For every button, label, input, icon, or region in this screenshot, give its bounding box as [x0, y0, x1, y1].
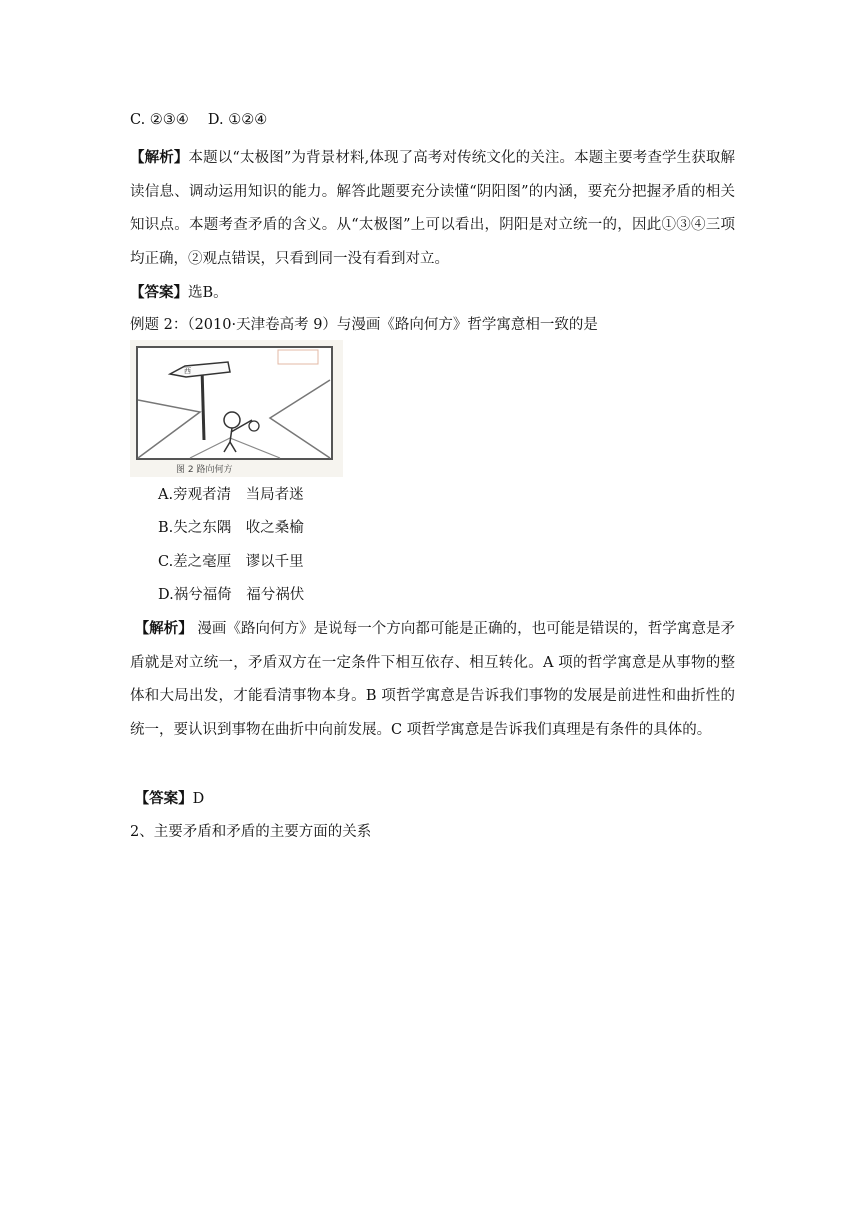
answer-label: 【答案】 — [130, 284, 188, 301]
choice-b: B.失之东隅 收之桑榆 — [158, 520, 304, 536]
analysis-paragraph-2 — [130, 612, 735, 747]
choice-a: A.旁观者清 当局者迷 — [158, 487, 304, 503]
answer-text: D — [192, 791, 205, 807]
answer-line-2 — [130, 789, 204, 809]
analysis-paragraph-1 — [130, 141, 735, 276]
choice-c: C.差之毫厘 谬以千里 — [158, 554, 304, 570]
example-2-question: 例题 2：（2010·天津卷高考 9）与漫画《路向何方》哲学寓意相一致的是 — [130, 317, 598, 333]
cartoon-figure — [130, 340, 343, 477]
analysis-label: 【解析】 — [130, 149, 189, 166]
answer-line-1 — [130, 283, 228, 303]
analysis-text: 漫画《路向何方》是说每一个方向都可能是正确的，也可能是错误的，哲学寓意是矛盾就是对立统一，矛盾双方在一定条件下相互依存、相互转化。A 项的哲学寓意是从事物的整体和大局出发，才能看清事物本身。B 项哲学寓意是告诉我们事物的发展是前进性和曲折性的统一，要认识到事物在曲折中向前发展。C 项哲学寓意是告诉我们真理是有条件的具体的。 — [130, 621, 736, 738]
analysis-text: 本题以“太极图”为背景材料,体现了高考对传统文化的关注。本题主要考查学生获取解读信息、调动运用知识的能力。解答此题要充分读懂“阴阳图”的内涵，要充分把握矛盾的相关知识点。本题考查矛盾的含义。从“太极图”上可以看出，阴阳是对立统一的，因此①③④三项均正确，②观点错误，只看到同一没有看到对立。 — [130, 150, 735, 267]
answer-label: 【答案】 — [134, 790, 193, 807]
figure-caption: 图 2 路向何方 — [176, 465, 233, 475]
answer-text: 选B。 — [188, 285, 228, 301]
sign-text: 西 — [184, 367, 191, 375]
cartoon-road-direction-image — [130, 340, 343, 477]
section-heading: 2、主要矛盾和矛盾的主要方面的关系 — [130, 824, 372, 840]
analysis-label: 【解析】 — [134, 620, 193, 637]
options-line: C. ②③④ D. ①②④ — [130, 112, 268, 128]
choice-d: D.祸兮福倚 福兮祸伏 — [158, 587, 305, 603]
